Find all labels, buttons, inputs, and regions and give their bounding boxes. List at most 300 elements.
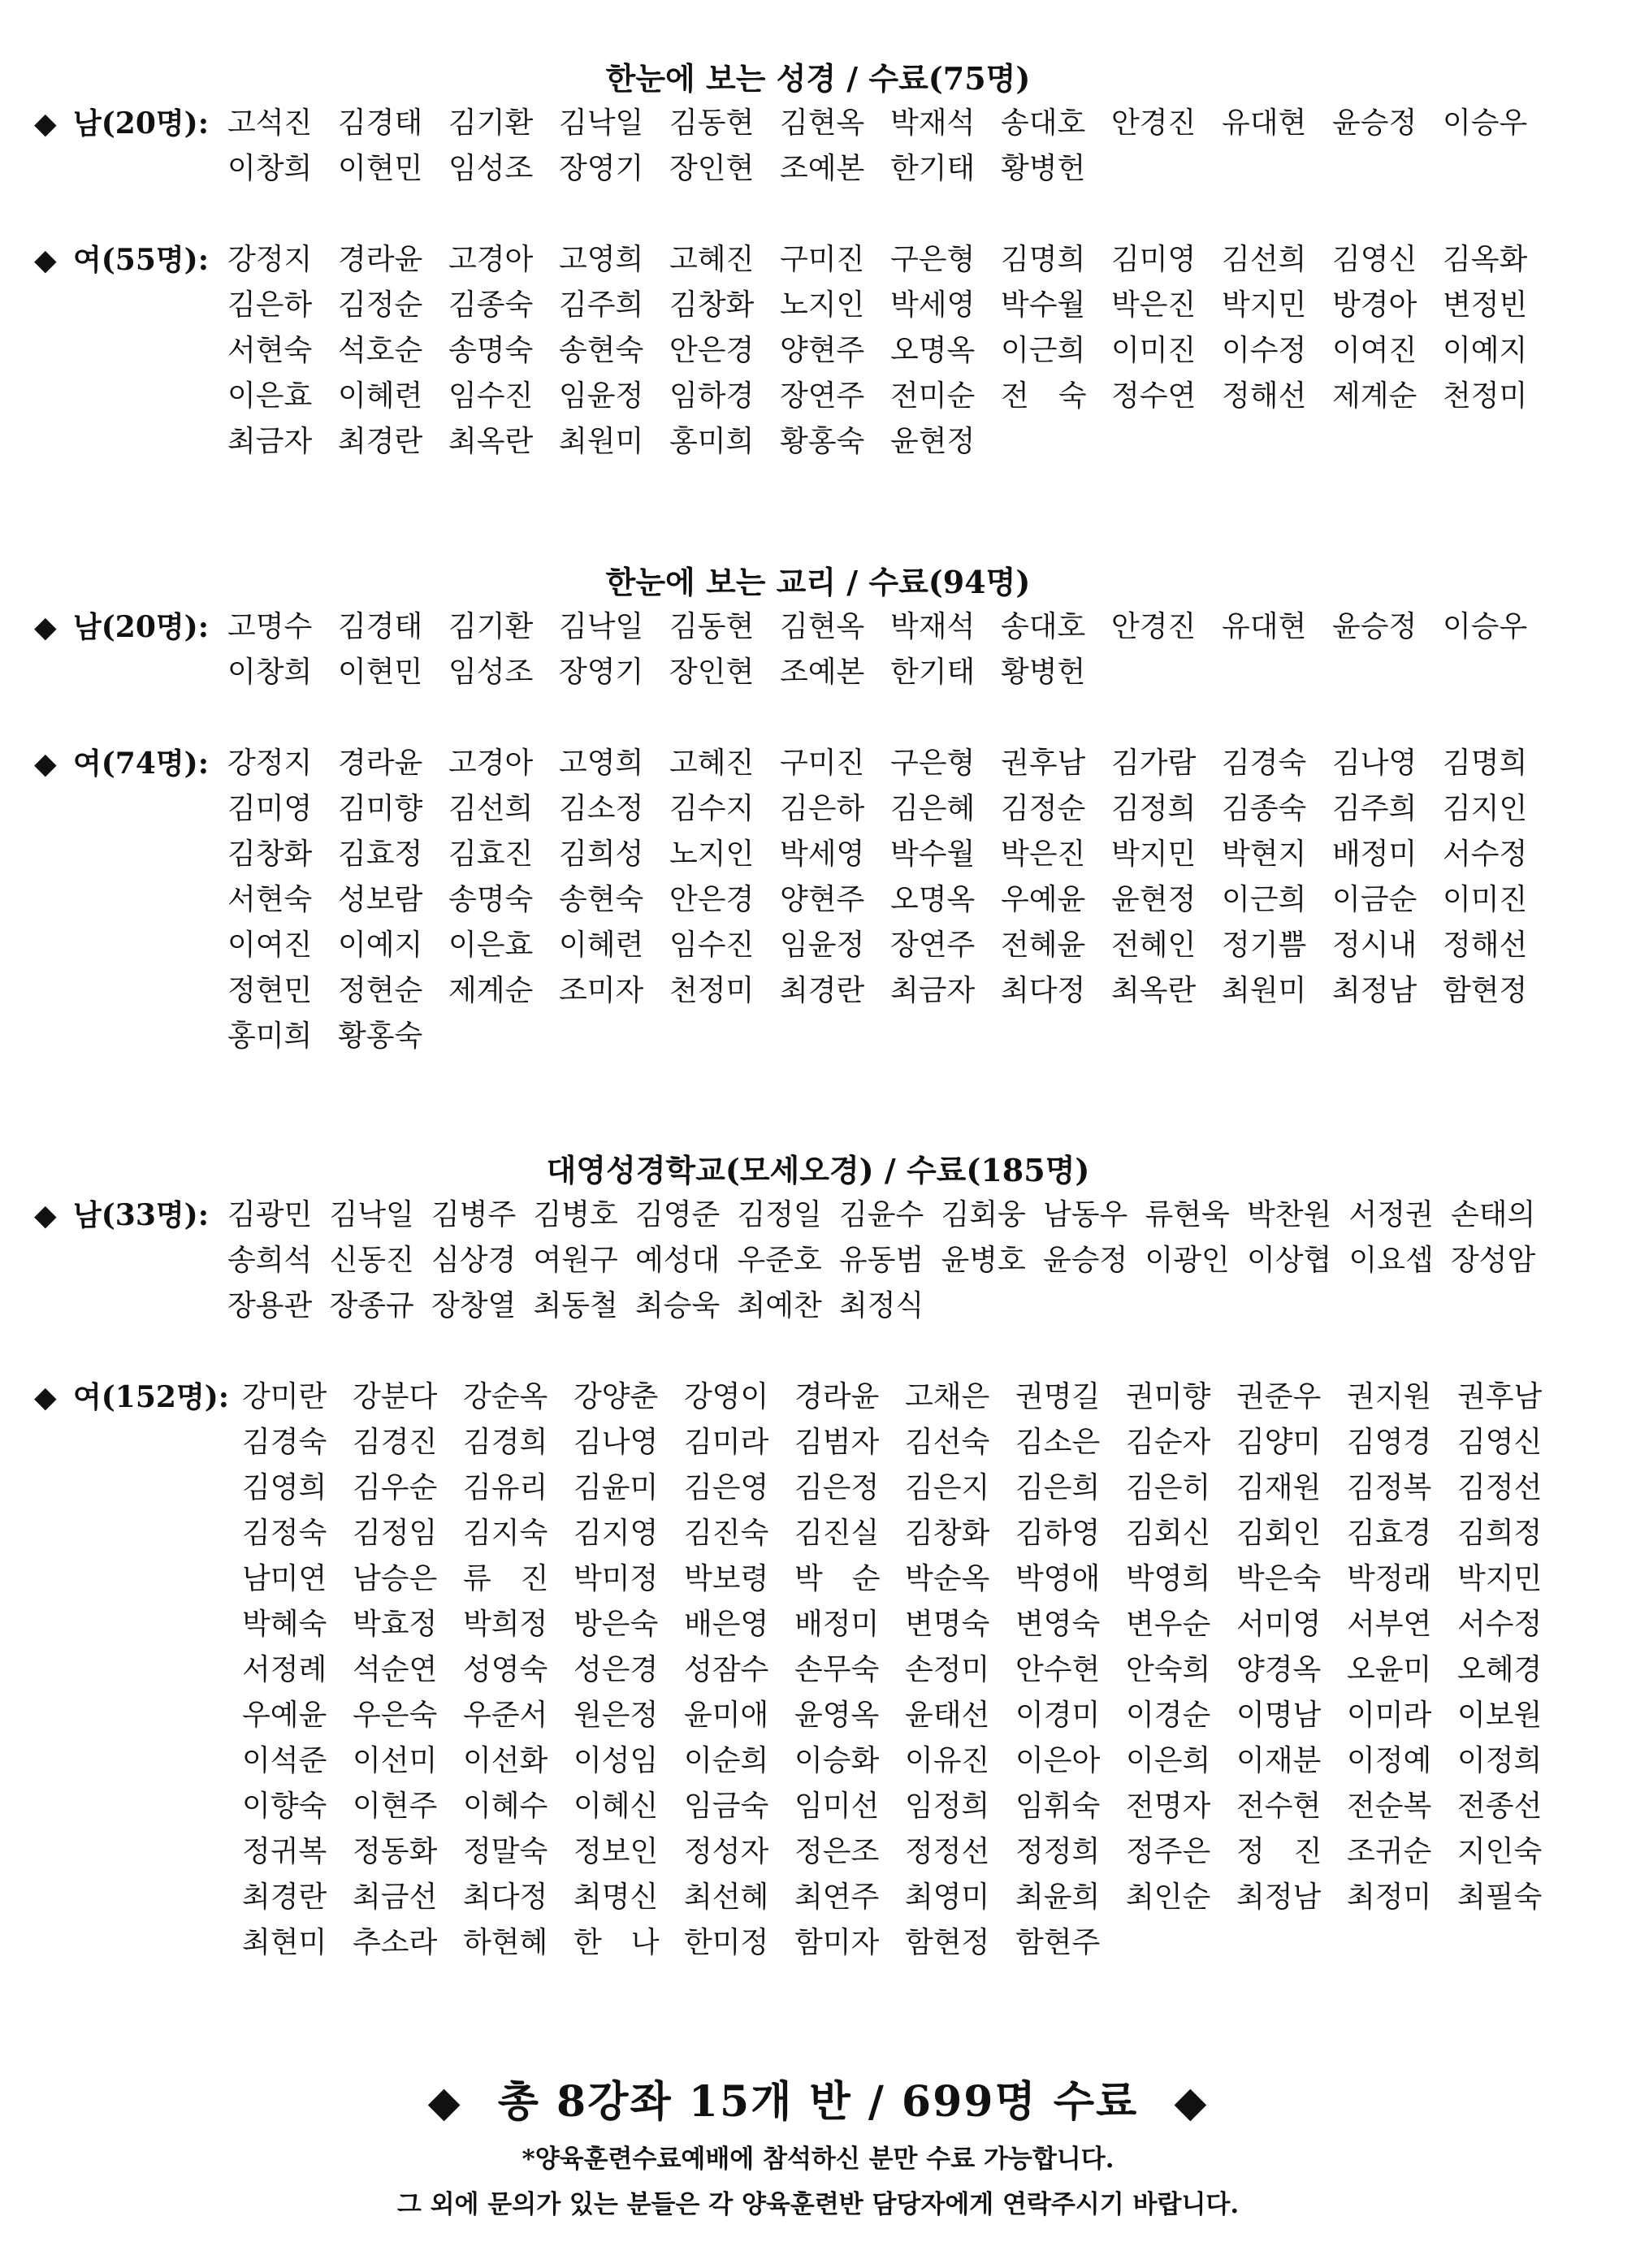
student-name: 김진실: [794, 1517, 880, 1550]
student-name: 김회인: [1236, 1517, 1322, 1550]
student-name: 전종선: [1457, 1790, 1543, 1823]
student-name: 여원구: [533, 1244, 618, 1277]
student-name: 전수현: [1236, 1790, 1322, 1823]
student-name: 이순희: [684, 1744, 769, 1777]
student-name: 전 숙: [1001, 379, 1087, 413]
student-name: 김은희: [1015, 1471, 1101, 1504]
student-name: 임성조: [448, 656, 534, 689]
student-name: 유동범: [839, 1244, 924, 1277]
student-name: 김하영: [1015, 1517, 1101, 1550]
student-name: 이승화: [794, 1744, 880, 1777]
student-name: 서미영: [1236, 1608, 1322, 1641]
student-name: 정정희: [1015, 1835, 1101, 1868]
student-name: 서부연: [1347, 1608, 1432, 1641]
student-name: 양현주: [780, 883, 865, 916]
student-name: 김정임: [353, 1517, 438, 1550]
student-name: 이수정: [1222, 334, 1307, 367]
student-name: 박정래: [1347, 1562, 1432, 1595]
student-name: 임윤정: [780, 928, 865, 962]
student-name: 최경란: [242, 1881, 327, 1914]
student-name: 장인현: [669, 152, 755, 185]
student-name: 박수월: [1001, 288, 1086, 322]
group-label: 여(74명):: [73, 747, 210, 781]
student-name: 성은경: [573, 1653, 659, 1686]
student-name: 김은히: [1126, 1471, 1211, 1504]
name-list: [227, 237, 1553, 465]
student-name: 노지인: [780, 288, 865, 322]
student-name: 서정례: [242, 1653, 327, 1686]
student-name: 최동철: [533, 1289, 618, 1322]
student-name: 배은영: [684, 1608, 769, 1641]
student-name: 김현옥: [780, 106, 865, 140]
student-name: 황홍숙: [780, 425, 865, 458]
student-name: 김기환: [448, 106, 534, 140]
student-name: 강영이: [684, 1380, 769, 1413]
student-name: 남미연: [242, 1562, 327, 1595]
student-name: 안경진: [1111, 610, 1197, 643]
student-name: 황홍숙: [338, 1019, 423, 1053]
student-name: 유대현: [1222, 106, 1307, 140]
student-name: 김지영: [573, 1517, 659, 1550]
student-name: 최명신: [573, 1881, 659, 1914]
student-name: 김양미: [1236, 1426, 1322, 1459]
student-name: 이은아: [1015, 1744, 1101, 1777]
student-name: 송대호: [1001, 610, 1086, 643]
student-name: 한기태: [890, 152, 976, 185]
student-name: 윤승정: [1043, 1244, 1128, 1277]
student-name: 정귀복: [242, 1835, 327, 1868]
student-name: 안숙희: [1126, 1653, 1211, 1686]
student-name: 홍미희: [669, 425, 755, 458]
student-name: 김우순: [353, 1471, 438, 1504]
student-name: 임미선: [794, 1790, 880, 1823]
student-name: 박혜숙: [242, 1608, 327, 1641]
student-name: 송명숙: [448, 883, 534, 916]
student-name: 이근희: [1222, 883, 1307, 916]
student-name: 김영신: [1457, 1426, 1543, 1459]
student-name: 김희정: [1457, 1517, 1543, 1550]
student-name: 이미라: [1347, 1699, 1432, 1732]
student-name: 김선희: [1222, 243, 1307, 276]
student-name: 권명길: [1015, 1380, 1101, 1413]
student-name: 권준우: [1236, 1380, 1322, 1413]
student-name: 유대현: [1222, 610, 1307, 643]
student-name: 천정미: [669, 974, 755, 1007]
student-name: 이근희: [1001, 334, 1086, 367]
student-name: 박세영: [780, 838, 865, 871]
student-name: 변영숙: [1015, 1608, 1101, 1641]
student-name: 박은숙: [1236, 1562, 1322, 1595]
student-name: 최원미: [1222, 974, 1307, 1007]
student-name: 추소라: [353, 1926, 438, 1959]
student-name: 이상협: [1247, 1244, 1332, 1277]
student-name: 장종규: [329, 1289, 414, 1322]
student-name: 김정선: [1457, 1471, 1543, 1504]
student-name: 이재분: [1236, 1744, 1322, 1777]
student-name: 김낙일: [559, 610, 644, 643]
student-name: 윤병호: [941, 1244, 1026, 1277]
student-name: 박현지: [1222, 838, 1307, 871]
student-name: 권미향: [1126, 1380, 1211, 1413]
student-name: 윤현정: [1111, 883, 1197, 916]
student-name: 정 진: [1236, 1835, 1322, 1868]
student-name: 윤승정: [1332, 610, 1417, 643]
student-name: 강양춘: [573, 1380, 659, 1413]
student-name: 윤태선: [905, 1699, 990, 1732]
student-name: 이선미: [353, 1744, 438, 1777]
student-name: 정주은: [1126, 1835, 1211, 1868]
student-name: 송대호: [1001, 106, 1086, 140]
student-name: 임수진: [669, 928, 755, 962]
name-list: [227, 1192, 1560, 1329]
student-name: 박찬원: [1247, 1198, 1332, 1231]
student-name: 송현숙: [559, 334, 644, 367]
group-label: 여(152명):: [73, 1380, 230, 1414]
student-name: 김정숙: [242, 1517, 327, 1550]
student-name: 김병호: [533, 1198, 618, 1231]
student-name: 김은혜: [890, 792, 976, 825]
student-name: 박재석: [890, 610, 976, 643]
student-name: 최옥란: [1111, 974, 1197, 1007]
student-name: 우준서: [463, 1699, 548, 1732]
section-title: 대영성경학교(모세오경) / 수료(185명): [546, 1152, 1090, 1188]
student-name: 성보람: [338, 883, 423, 916]
student-name: 우은숙: [353, 1699, 438, 1732]
student-name: 김정희: [1111, 792, 1197, 825]
student-name: 이성임: [573, 1744, 659, 1777]
student-name: 구미진: [780, 243, 865, 276]
student-name: 경라윤: [794, 1380, 880, 1413]
men-group: [0, 1192, 1636, 1329]
student-name: 강정지: [227, 747, 313, 780]
student-name: 정해선: [1443, 928, 1528, 962]
group-label: 남(33명):: [73, 1198, 210, 1232]
student-name: 송현숙: [559, 883, 644, 916]
student-name: 우예윤: [242, 1699, 327, 1732]
student-name: 장용관: [227, 1289, 313, 1322]
student-name: 우예윤: [1001, 883, 1086, 916]
student-name: 김가람: [1111, 747, 1197, 780]
section-doctrine-overview: [0, 561, 1636, 1059]
student-name: 양경옥: [1236, 1653, 1322, 1686]
student-name: 임성조: [448, 152, 534, 185]
student-name: 장성암: [1451, 1244, 1536, 1277]
diamond-icon: ◆: [34, 1198, 57, 1232]
student-name: 김은하: [227, 288, 313, 322]
student-name: 류 진: [463, 1562, 549, 1595]
student-name: 최정식: [839, 1289, 924, 1322]
student-name: 김명희: [1443, 747, 1528, 780]
student-name: 이보원: [1457, 1699, 1543, 1732]
student-name: 최영미: [905, 1881, 990, 1914]
student-name: 이경순: [1126, 1699, 1211, 1732]
diamond-icon: ◆: [34, 243, 57, 277]
student-name: 이광인: [1145, 1244, 1230, 1277]
student-name: 최다정: [463, 1881, 548, 1914]
name-list: [227, 604, 1553, 695]
student-name: 윤승정: [1332, 106, 1417, 140]
student-name: 예성대: [635, 1244, 721, 1277]
student-name: 김낙일: [559, 106, 644, 140]
student-name: 최금자: [890, 974, 976, 1007]
student-name: 김경숙: [1222, 747, 1307, 780]
women-group: [0, 1374, 1636, 1966]
student-name: 장영기: [559, 656, 644, 689]
student-name: 김은영: [684, 1471, 769, 1504]
student-name: 김소은: [1015, 1426, 1101, 1459]
student-name: 서현숙: [227, 883, 313, 916]
student-name: 장영기: [559, 152, 644, 185]
student-name: 이미진: [1443, 883, 1528, 916]
student-name: 최연주: [794, 1881, 880, 1914]
student-name: 제계순: [448, 974, 534, 1007]
student-name: 김효정: [338, 838, 423, 871]
student-name: 이정희: [1457, 1744, 1543, 1777]
student-name: 하현혜: [463, 1926, 548, 1959]
women-group: [0, 237, 1636, 465]
group-label: 여(55명):: [73, 243, 210, 277]
student-name: 함현정: [905, 1926, 990, 1959]
group-label: 남(20명):: [73, 610, 210, 644]
student-name: 김미영: [227, 792, 313, 825]
student-name: 방경아: [1332, 288, 1417, 322]
men-group: [0, 101, 1636, 192]
student-name: 박지민: [1222, 288, 1307, 322]
student-name: 김재원: [1236, 1471, 1322, 1504]
student-name: 박희정: [463, 1608, 548, 1641]
student-name: 고채은: [905, 1380, 990, 1413]
student-name: 전혜인: [1111, 928, 1197, 962]
student-name: 오명옥: [890, 334, 976, 367]
student-name: 김동현: [669, 106, 755, 140]
footer-note-2: 그 외에 문의가 있는 분들은 각 양육훈련반 담당자에게 연락주시기 바랍니다.: [396, 2190, 1240, 2219]
student-name: 오윤미: [1347, 1653, 1432, 1686]
student-name: 이여진: [1332, 334, 1417, 367]
student-name: 변명숙: [905, 1608, 990, 1641]
student-name: 최정남: [1332, 974, 1417, 1007]
student-name: 권후남: [1001, 747, 1086, 780]
student-name: 서수정: [1457, 1608, 1543, 1641]
student-name: 방은숙: [573, 1608, 659, 1641]
student-name: 오혜경: [1457, 1653, 1543, 1686]
student-name: 김선숙: [905, 1426, 990, 1459]
student-name: 김영희: [242, 1471, 327, 1504]
footer: [0, 2071, 1636, 2227]
student-name: 이현민: [338, 152, 423, 185]
student-name: 이선화: [463, 1744, 548, 1777]
name-list: [227, 741, 1553, 1059]
student-name: 박지민: [1457, 1562, 1543, 1595]
student-name: 정해선: [1222, 379, 1307, 413]
student-name: 김미향: [338, 792, 423, 825]
student-name: 변우순: [1126, 1608, 1211, 1641]
footer-summary: 총 8강좌 15개 반 / 699명 수료: [497, 2077, 1139, 2127]
student-name: 이예지: [1443, 334, 1528, 367]
student-name: 고경아: [448, 747, 534, 780]
women-group: [0, 741, 1636, 1059]
student-name: 정기쁨: [1222, 928, 1307, 962]
student-name: 고석진: [227, 106, 313, 140]
student-name: 이경미: [1015, 1699, 1101, 1732]
student-name: 권지원: [1347, 1380, 1432, 1413]
student-name: 조귀순: [1347, 1835, 1432, 1868]
student-name: 우준호: [737, 1244, 822, 1277]
student-name: 김종숙: [1222, 792, 1307, 825]
student-name: 최선혜: [684, 1881, 769, 1914]
student-name: 임하경: [669, 379, 755, 413]
student-name: 구은형: [890, 747, 976, 780]
student-name: 박미정: [573, 1562, 659, 1595]
student-name: 전명자: [1126, 1790, 1211, 1823]
student-name: 김은지: [905, 1471, 990, 1504]
student-name: 박수월: [890, 838, 976, 871]
student-name: 안은경: [669, 883, 755, 916]
student-name: 변정빈: [1443, 288, 1528, 322]
diamond-icon: ◆: [34, 610, 57, 644]
student-name: 김창화: [905, 1517, 990, 1550]
student-name: 제계순: [1332, 379, 1417, 413]
student-name: 황병헌: [1001, 656, 1086, 689]
student-name: 김창화: [227, 838, 313, 871]
student-name: 김지인: [1443, 792, 1528, 825]
student-name: 최금자: [227, 425, 313, 458]
student-name: 최필숙: [1457, 1881, 1543, 1914]
student-name: 김진숙: [684, 1517, 769, 1550]
student-name: 박효정: [353, 1608, 438, 1641]
student-name: 이미진: [1111, 334, 1197, 367]
student-name: 홍미희: [227, 1019, 313, 1053]
student-name: 김경진: [353, 1426, 438, 1459]
student-name: 김미라: [684, 1426, 769, 1459]
student-name: 이현민: [338, 656, 423, 689]
section-daeyoung-bible-school: [0, 1149, 1636, 1966]
student-name: 박순옥: [905, 1562, 990, 1595]
student-name: 김희성: [559, 838, 644, 871]
student-name: 박세영: [890, 288, 976, 322]
student-name: 임수진: [448, 379, 534, 413]
student-name: 고혜진: [669, 747, 755, 780]
student-name: 김유리: [463, 1471, 548, 1504]
student-name: 조예본: [780, 152, 865, 185]
student-name: 김정순: [338, 288, 423, 322]
student-name: 김영경: [1347, 1426, 1432, 1459]
student-name: 최예찬: [737, 1289, 822, 1322]
student-name: 고명수: [227, 610, 313, 643]
student-name: 김경태: [338, 106, 423, 140]
student-name: 남동우: [1043, 1198, 1128, 1231]
diamond-icon: ◆: [34, 106, 57, 141]
student-name: 김기환: [448, 610, 534, 643]
student-name: 최경란: [338, 425, 423, 458]
student-name: 류현욱: [1145, 1198, 1230, 1231]
section-title: 한눈에 보는 성경 / 수료(75명): [605, 60, 1031, 97]
group-label: 남(20명):: [73, 106, 210, 141]
men-group: [0, 604, 1636, 695]
student-name: 강미란: [242, 1380, 327, 1413]
student-name: 김회웅: [941, 1198, 1026, 1231]
student-name: 김병주: [431, 1198, 517, 1231]
student-name: 최옥란: [448, 425, 534, 458]
student-name: 장창열: [431, 1289, 517, 1322]
student-name: 김영신: [1332, 243, 1417, 276]
student-name: 김창화: [669, 288, 755, 322]
student-name: 박은진: [1001, 838, 1086, 871]
student-name: 김범자: [794, 1426, 880, 1459]
student-name: 강정지: [227, 243, 313, 276]
student-name: 최정미: [1347, 1881, 1432, 1914]
student-name: 이혜수: [463, 1790, 548, 1823]
section-bible-overview: [0, 57, 1636, 465]
student-name: 이정예: [1347, 1744, 1432, 1777]
student-name: 원은정: [573, 1699, 659, 1732]
student-name: 김효경: [1347, 1517, 1432, 1550]
student-name: 김경숙: [242, 1426, 327, 1459]
student-name: 김나영: [573, 1426, 659, 1459]
student-name: 정수연: [1111, 379, 1197, 413]
student-name: 함현주: [1015, 1926, 1101, 1959]
student-name: 한 나: [573, 1926, 660, 1959]
student-name: 김순자: [1126, 1426, 1211, 1459]
student-name: 이혜신: [573, 1790, 659, 1823]
student-name: 이승우: [1443, 106, 1528, 140]
student-name: 김명희: [1001, 243, 1086, 276]
student-name: 이은효: [448, 928, 534, 962]
student-name: 김윤미: [573, 1471, 659, 1504]
student-name: 최정남: [1236, 1881, 1322, 1914]
student-name: 구미진: [780, 747, 865, 780]
student-name: 김은하: [780, 792, 865, 825]
student-name: 김정복: [1347, 1471, 1432, 1504]
student-name: 최경란: [780, 974, 865, 1007]
student-name: 김광민: [227, 1198, 313, 1231]
student-name: 함미자: [794, 1926, 880, 1959]
student-name: 석호순: [338, 334, 423, 367]
student-name: 김수지: [669, 792, 755, 825]
student-name: 심상경: [431, 1244, 517, 1277]
student-name: 박재석: [890, 106, 976, 140]
student-name: 이은효: [227, 379, 313, 413]
student-name: 정말숙: [463, 1835, 548, 1868]
student-name: 임휘숙: [1015, 1790, 1101, 1823]
student-name: 이요셉: [1348, 1244, 1434, 1277]
student-name: 조미자: [559, 974, 644, 1007]
student-name: 김경태: [338, 610, 423, 643]
student-name: 권후남: [1457, 1380, 1543, 1413]
student-name: 정시내: [1332, 928, 1417, 962]
student-name: 김주희: [1332, 792, 1417, 825]
student-name: 김지숙: [463, 1517, 548, 1550]
student-name: 이석준: [242, 1744, 327, 1777]
student-name: 김옥화: [1443, 243, 1528, 276]
student-name: 지인숙: [1457, 1835, 1543, 1868]
student-name: 고영희: [559, 747, 644, 780]
student-name: 김정일: [737, 1198, 822, 1231]
name-list: [242, 1374, 1568, 1966]
diamond-icon: ◆: [427, 2077, 462, 2127]
student-name: 임윤정: [559, 379, 644, 413]
student-name: 손정미: [905, 1653, 990, 1686]
student-name: 박 순: [794, 1562, 881, 1595]
student-name: 고영희: [559, 243, 644, 276]
student-name: 정보인: [573, 1835, 659, 1868]
student-name: 고혜진: [669, 243, 755, 276]
student-name: 배정미: [1332, 838, 1417, 871]
student-name: 정현민: [227, 974, 313, 1007]
student-name: 이승우: [1443, 610, 1528, 643]
student-name: 한기태: [890, 656, 976, 689]
student-name: 이예지: [338, 928, 423, 962]
student-name: 천정미: [1443, 379, 1528, 413]
